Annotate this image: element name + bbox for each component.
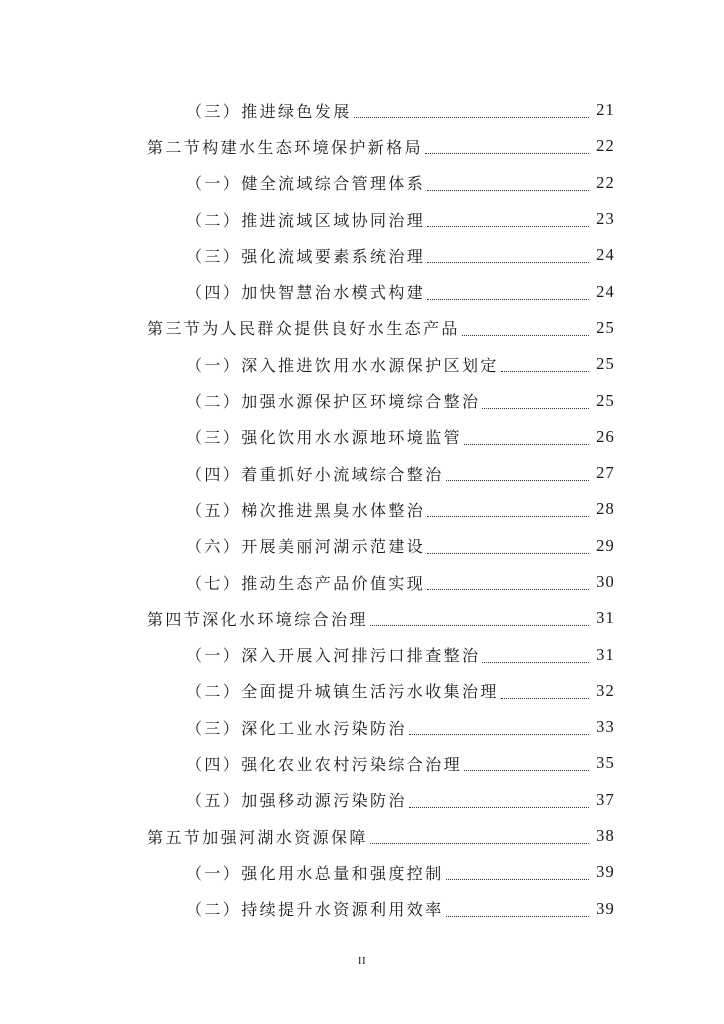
- toc-dot-leader: [427, 588, 589, 590]
- toc-dot-leader: [482, 661, 589, 663]
- toc-entry-page: 22: [596, 136, 615, 156]
- toc-dot-leader: [446, 878, 589, 880]
- toc-entry-title: （一）深入推进饮用水水源保护区划定: [186, 355, 499, 375]
- toc-entry-title: （五）加强移动源污染防治: [186, 791, 407, 811]
- toc-entry-page: 24: [596, 281, 615, 301]
- toc-entry-page: 28: [596, 499, 615, 519]
- toc-entry-page: 37: [596, 789, 615, 809]
- toc-dot-leader: [464, 443, 589, 445]
- toc-entry-page: 31: [596, 608, 615, 628]
- toc-subsection-entry[interactable]: [0, 709, 724, 745]
- toc-dot-leader: [446, 915, 589, 917]
- toc-subsection-entry[interactable]: [0, 564, 724, 600]
- toc-dot-leader: [409, 806, 589, 808]
- toc-entry-title: （五）梯次推进黑臭水体整治: [186, 500, 426, 520]
- toc-dot-leader: [427, 261, 589, 263]
- toc-entry-title: （三）强化流域要素系统治理: [186, 246, 426, 266]
- toc-subsection-entry[interactable]: [0, 891, 724, 927]
- toc-section-entry[interactable]: [0, 310, 724, 346]
- toc-subsection-entry[interactable]: [0, 854, 724, 890]
- toc-entry-title: （四）着重抓好小流域综合整治: [186, 464, 444, 484]
- toc-subsection-entry[interactable]: [0, 165, 724, 201]
- toc-entry-title: （七）推动生态产品价值实现: [186, 573, 426, 593]
- toc-entry-title: （二）全面提升城镇生活污水收集治理: [186, 682, 499, 702]
- toc-entry-title: （二）持续提升水资源利用效率: [186, 900, 444, 920]
- toc-section-entry[interactable]: [0, 128, 724, 164]
- toc-entry-page: 27: [596, 463, 615, 483]
- toc-subsection-entry[interactable]: [0, 92, 724, 128]
- toc-entry-title: 第四节深化水环境综合治理: [147, 609, 368, 629]
- toc-entry-page: 32: [596, 680, 615, 700]
- toc-subsection-entry[interactable]: [0, 745, 724, 781]
- toc-entry-page: 39: [596, 862, 615, 882]
- toc-entry-title: （一）健全流域综合管理体系: [186, 174, 426, 194]
- toc-subsection-entry[interactable]: [0, 237, 724, 273]
- toc-dot-leader: [427, 552, 589, 554]
- toc-dot-leader: [501, 697, 589, 699]
- toc-dot-leader: [482, 407, 589, 409]
- toc-entry-title: （四）强化农业农村污染综合治理: [186, 754, 463, 774]
- toc-entry-title: 第五节加强河湖水资源保障: [147, 827, 368, 847]
- toc-entry-page: 33: [596, 717, 615, 737]
- toc-entry-page: 26: [596, 426, 615, 446]
- toc-dot-leader: [427, 298, 589, 300]
- toc-entry-title: 第三节为人民群众提供良好水生态产品: [147, 319, 460, 339]
- toc-entry-title: （一）强化用水总量和强度控制: [186, 863, 444, 883]
- toc-subsection-entry[interactable]: [0, 528, 724, 564]
- table-of-contents: [0, 92, 724, 927]
- toc-entry-title: （四）加快智慧治水模式构建: [186, 283, 426, 303]
- toc-entry-title: （三）深化工业水污染防治: [186, 718, 407, 738]
- toc-subsection-entry[interactable]: [0, 419, 724, 455]
- toc-entry-title: （二）加强水源保护区环境综合整治: [186, 392, 481, 412]
- toc-subsection-entry[interactable]: [0, 346, 724, 382]
- toc-subsection-entry[interactable]: [0, 382, 724, 418]
- page-number: II: [357, 955, 367, 967]
- toc-dot-leader: [409, 733, 589, 735]
- toc-entry-title: （三）推进绿色发展: [186, 101, 352, 121]
- toc-entry-title: （六）开展美丽河湖示范建设: [186, 537, 426, 557]
- toc-entry-page: 29: [596, 535, 615, 555]
- toc-dot-leader: [462, 334, 589, 336]
- toc-entry-page: 35: [596, 753, 615, 773]
- toc-section-entry[interactable]: [0, 818, 724, 854]
- toc-subsection-entry[interactable]: [0, 673, 724, 709]
- toc-entry-page: 25: [596, 390, 615, 410]
- toc-dot-leader: [370, 842, 589, 844]
- toc-subsection-entry[interactable]: [0, 636, 724, 672]
- toc-dot-leader: [464, 769, 589, 771]
- toc-entry-page: 30: [596, 572, 615, 591]
- toc-entry-page: 31: [596, 644, 615, 664]
- toc-dot-leader: [446, 479, 589, 481]
- toc-entry-page: 21: [596, 100, 615, 120]
- toc-entry-title: （二）推进流域区域协同治理: [186, 210, 426, 230]
- toc-entry-page: 38: [596, 826, 615, 846]
- toc-entry-title: （三）强化饮用水水源地环境监管: [186, 428, 463, 448]
- toc-subsection-entry[interactable]: [0, 782, 724, 818]
- toc-section-entry[interactable]: [0, 600, 724, 636]
- toc-dot-leader: [425, 152, 589, 154]
- toc-entry-page: 25: [596, 354, 615, 374]
- toc-dot-leader: [354, 116, 589, 118]
- toc-dot-leader: [427, 225, 589, 227]
- toc-dot-leader: [501, 370, 589, 372]
- toc-subsection-entry[interactable]: [0, 201, 724, 237]
- toc-subsection-entry[interactable]: [0, 491, 724, 527]
- toc-dot-leader: [427, 515, 589, 517]
- toc-entry-page: 24: [596, 245, 615, 265]
- toc-dot-leader: [370, 624, 589, 626]
- toc-entry-page: 22: [596, 172, 615, 192]
- toc-subsection-entry[interactable]: [0, 455, 724, 491]
- toc-entry-page: 39: [596, 898, 615, 918]
- toc-subsection-entry[interactable]: [0, 273, 724, 309]
- toc-entry-title: 第二节构建水生态环境保护新格局: [147, 137, 424, 157]
- toc-entry-page: 25: [596, 317, 615, 337]
- toc-entry-title: （一）深入开展入河排污口排查整治: [186, 646, 481, 666]
- toc-entry-page: 23: [596, 209, 615, 229]
- toc-dot-leader: [427, 189, 589, 191]
